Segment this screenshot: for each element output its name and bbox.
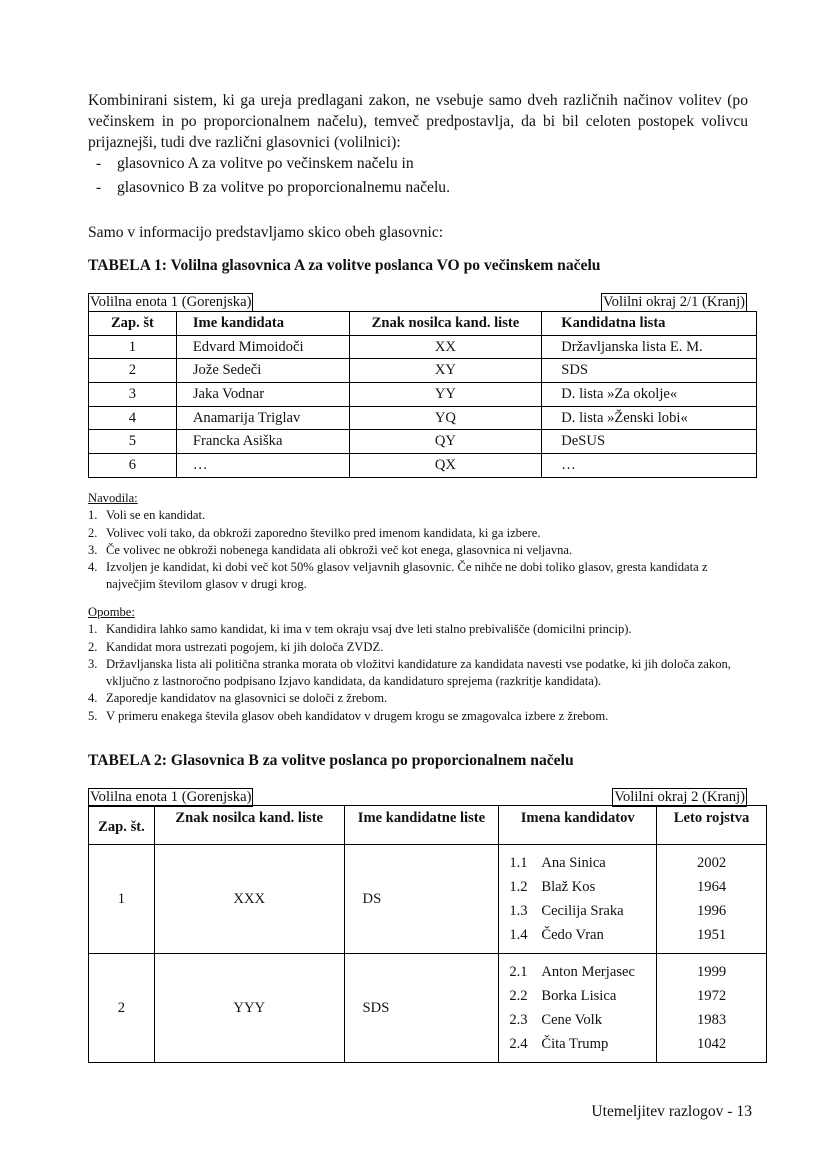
table-row [89, 335, 757, 359]
list-item: - glasovnico A za volitve po večinskem načelu in [96, 155, 414, 172]
table-row [89, 359, 757, 383]
candidate-name: Francka Asiška [176, 430, 349, 454]
list-item: 1.3 Cecilija Sraka [509, 903, 624, 919]
col-header: Zap. št. [89, 806, 155, 845]
birth-years [657, 954, 767, 1063]
table1-heading: TABELA 1: Volilna glasovnica A za volitve poslanca VO po večinskem načelu [88, 257, 601, 274]
table-row [89, 383, 757, 407]
candidate-list: Državljanska lista E. M. [542, 335, 757, 359]
list-sign: XY [349, 359, 542, 383]
table2-heading: TABELA 2: Glasovnica B za volitve poslanca po proporcionalnem načelu [88, 752, 574, 769]
list-sign: YQ [349, 406, 542, 430]
sketch-intro: Samo v informacijo predstavljamo skico obeh glasovnic: [88, 224, 444, 241]
list-sign: YY [349, 383, 542, 407]
candidate-list: SDS [542, 359, 757, 383]
table-row [89, 454, 757, 478]
list-item: 3. Če volivec ne obkroži nobenega kandidata ali obkroži več kot enega, glasovnica ni veljavna. [88, 542, 573, 557]
list-name: DS [344, 845, 499, 954]
instructions-block [88, 490, 748, 594]
page-footer: Utemeljitev razlogov - 13 [591, 1103, 752, 1120]
col-header: Leto rojstva [657, 806, 767, 845]
birth-year: 1964 [696, 879, 727, 895]
list-item: - glasovnico B za volitve po proporcionalnemu načelu. [96, 179, 451, 196]
birth-year: 1972 [696, 988, 727, 1004]
birth-year: 1951 [696, 927, 727, 943]
list-item: 2.3 Cene Volk [509, 1012, 603, 1028]
list-item: 3. Državljanska lista ali politična stranka morata ob vložitvi kandidature za kandidata navesti vse podatke, ki jih določa zakon, vključno z lastnoročno podpisano Izjavo kandidata, da kandidaturo sprejema (razkritje kandidata). [88, 656, 731, 689]
table-row [89, 406, 757, 430]
list-item: 1.2 Blaž Kos [509, 879, 596, 895]
list-item: 5. V primeru enakega števila glasov obeh kandidatov v drugem krogu se zmagovalca izbere z žrebom. [88, 708, 609, 723]
col-header: Ime kandidatne liste [344, 806, 499, 845]
list-item: 2.1 Anton Merjasec [509, 964, 635, 980]
table-row [89, 954, 767, 1063]
list-item: 2. Kandidat mora ustrezati pogojem, ki jih določa ZVDZ. [88, 639, 384, 654]
row-number: 5 [89, 430, 177, 454]
table1-unit-label: Volilna enota 1 (Gorenjska) [90, 294, 252, 310]
ballot-b-table [88, 805, 767, 1063]
ballot-a-table [88, 311, 757, 478]
list-item: 2.2 Borka Lisica [509, 988, 617, 1004]
col-header: Kandidatna lista [542, 312, 757, 336]
col-header: Znak nosilca kand. liste [154, 806, 344, 845]
birth-years [657, 845, 767, 954]
birth-year: 1983 [696, 1012, 727, 1028]
remarks-block [88, 604, 748, 725]
row-number: 3 [89, 383, 177, 407]
list-sign: QY [349, 430, 542, 454]
list-item: 1. Kandidira lahko samo kandidat, ki ima v tem okraju vsaj dve leti stalno prebivališče (domicilni princip). [88, 622, 632, 637]
list-sign: YYY [154, 954, 344, 1063]
table-row [89, 430, 757, 454]
table1-district-label: Volilni okraj 2/1 (Kranj) [603, 294, 745, 310]
candidate-name: Edvard Mimoidoči [176, 335, 349, 359]
row-number: 2 [89, 954, 155, 1063]
col-header: Zap. št [89, 312, 177, 336]
candidate-names [499, 845, 657, 954]
list-sign: XXX [154, 845, 344, 954]
list-name: SDS [344, 954, 499, 1063]
col-header: Ime kandidata [176, 312, 349, 336]
list-item: 1.1 Ana Sinica [509, 855, 606, 871]
col-header: Imena kandidatov [499, 806, 657, 845]
col-header: Znak nosilca kand. liste [349, 312, 542, 336]
birth-year: 2002 [696, 855, 727, 871]
row-number: 6 [89, 454, 177, 478]
list-item: 4. Izvoljen je kandidat, ki dobi več kot 50% glasov veljavnih glasovnic. Če nihče ne dobi toliko glasov, gresta kandidata z največjim številom glasov v drugi krog. [88, 560, 708, 592]
list-item: 2.4 Čita Trump [509, 1036, 609, 1052]
table2-district-label: Volilni okraj 2 (Kranj) [614, 789, 745, 805]
instructions-title: Navodila: [88, 491, 138, 505]
list-item: 2. Volivec voli tako, da obkroži zaporedno številko pred imenom kandidata, ki ga izbere. [88, 525, 541, 540]
row-number: 2 [89, 359, 177, 383]
candidate-name: Jaka Vodnar [176, 383, 349, 407]
list-item: 1.4 Čedo Vran [509, 927, 604, 943]
table-header-row [89, 312, 757, 336]
candidate-list: … [542, 454, 757, 478]
birth-year: 1996 [696, 903, 727, 919]
table-row [89, 845, 767, 954]
candidate-name: Jože Sedeči [176, 359, 349, 383]
row-number: 1 [89, 335, 177, 359]
candidate-name: … [176, 454, 349, 478]
ballot-list [96, 152, 450, 200]
birth-year: 1999 [696, 964, 727, 980]
row-number: 1 [89, 845, 155, 954]
candidate-list: DeSUS [542, 430, 757, 454]
candidate-names [499, 954, 657, 1063]
table2-unit-label: Volilna enota 1 (Gorenjska) [90, 789, 252, 805]
row-number: 4 [89, 406, 177, 430]
remarks-title: Opombe: [88, 605, 135, 619]
intro-paragraph: Kombinirani sistem, ki ga ureja predlagani zakon, ne vsebuje samo dveh različnih načinov volitev (po večinskem in po proporcionalnem načelu), temveč predpostavlja, da bi bil celoten postopek volivcu prijaznejši, tudi dve različni glasovnici (volilnici): [88, 92, 748, 151]
list-item: 1. Voli se en kandidat. [88, 508, 206, 523]
list-sign: QX [349, 454, 542, 478]
candidate-list: D. lista »Za okolje« [542, 383, 757, 407]
candidate-name: Anamarija Triglav [176, 406, 349, 430]
list-sign: XX [349, 335, 542, 359]
list-item: 4. Zaporedje kandidatov na glasovnici se določi z žrebom. [88, 691, 388, 706]
birth-year: 1042 [696, 1036, 727, 1052]
table-header-row [89, 806, 767, 845]
candidate-list: D. lista »Ženski lobi« [542, 406, 757, 430]
